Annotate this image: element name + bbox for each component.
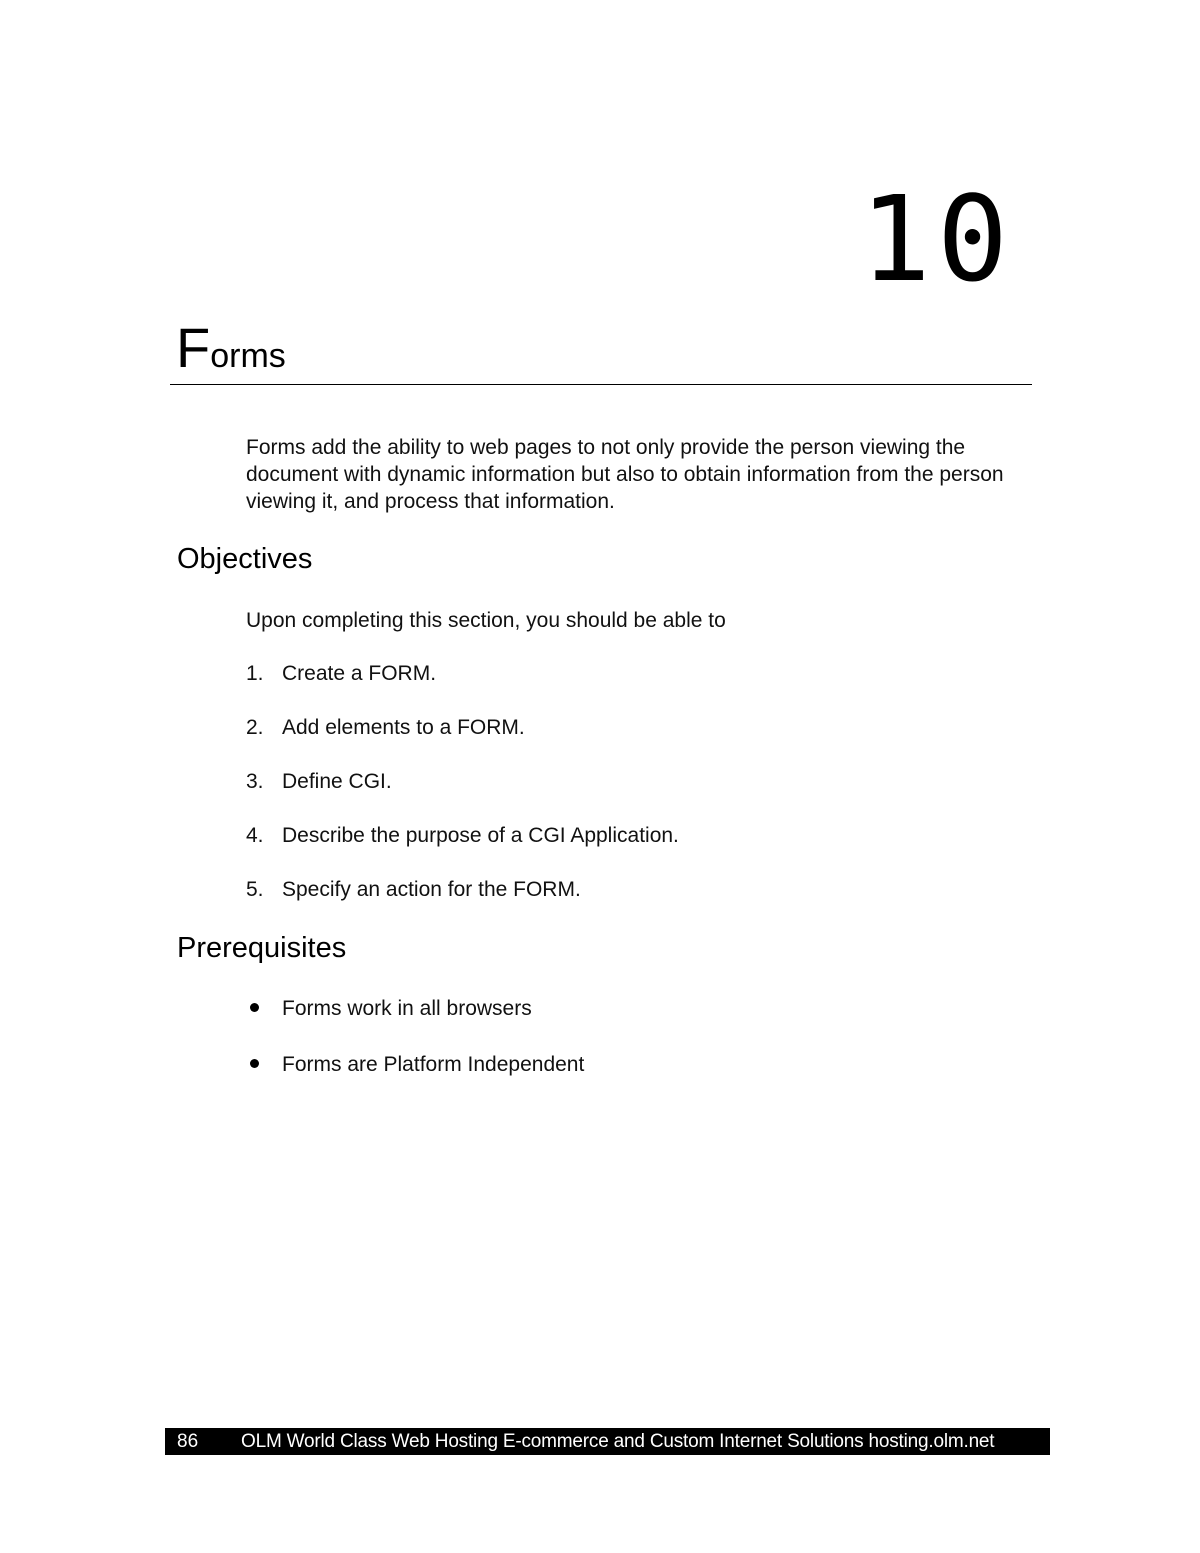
list-item (246, 717, 525, 738)
chapter-title-rest: orms (210, 337, 286, 375)
page-number: 86 (177, 1431, 199, 1452)
list-item (246, 771, 392, 792)
objectives-lead: Upon completing this section, you should be able to (246, 609, 726, 632)
prerequisites-heading: Prerequisites (177, 932, 347, 964)
list-item-number: 2. (246, 716, 264, 739)
list-item-number: 4. (246, 824, 264, 847)
list-item-text: Describe the purpose of a CGI Application. (282, 824, 679, 847)
list-item-text: Add elements to a FORM. (282, 716, 525, 739)
chapter-title-initial: F (176, 316, 211, 379)
list-item-text: Create a FORM. (282, 662, 437, 685)
list-item (246, 879, 581, 900)
intro-paragraph: Forms add the ability to web pages to not only provide the person viewing the document with dynamic information but also to obtain information from the person viewing it, and process that information. (246, 436, 1004, 513)
list-item-text: Forms work in all browsers (282, 997, 532, 1020)
bullet-icon (250, 1059, 259, 1068)
page-footer (165, 1428, 1050, 1455)
list-item-text: Define CGI. (282, 770, 392, 793)
title-divider (170, 384, 1032, 385)
list-item-number: 5. (246, 878, 264, 901)
objectives-heading: Objectives (177, 543, 313, 575)
list-item (246, 1054, 584, 1075)
list-item-number: 1. (246, 662, 264, 685)
list-item (246, 998, 532, 1019)
list-item-text: Forms are Platform Independent (282, 1053, 585, 1076)
list-item-text: Specify an action for the FORM. (282, 878, 581, 901)
list-item (246, 825, 679, 846)
chapter-number: 10 (859, 170, 1014, 308)
bullet-icon (250, 1003, 259, 1012)
list-item (246, 663, 436, 684)
chapter-title (176, 316, 286, 379)
list-item-number: 3. (246, 770, 264, 793)
footer-text: OLM World Class Web Hosting E-commerce and Custom Internet Solutions hosting.olm.net (241, 1431, 995, 1452)
